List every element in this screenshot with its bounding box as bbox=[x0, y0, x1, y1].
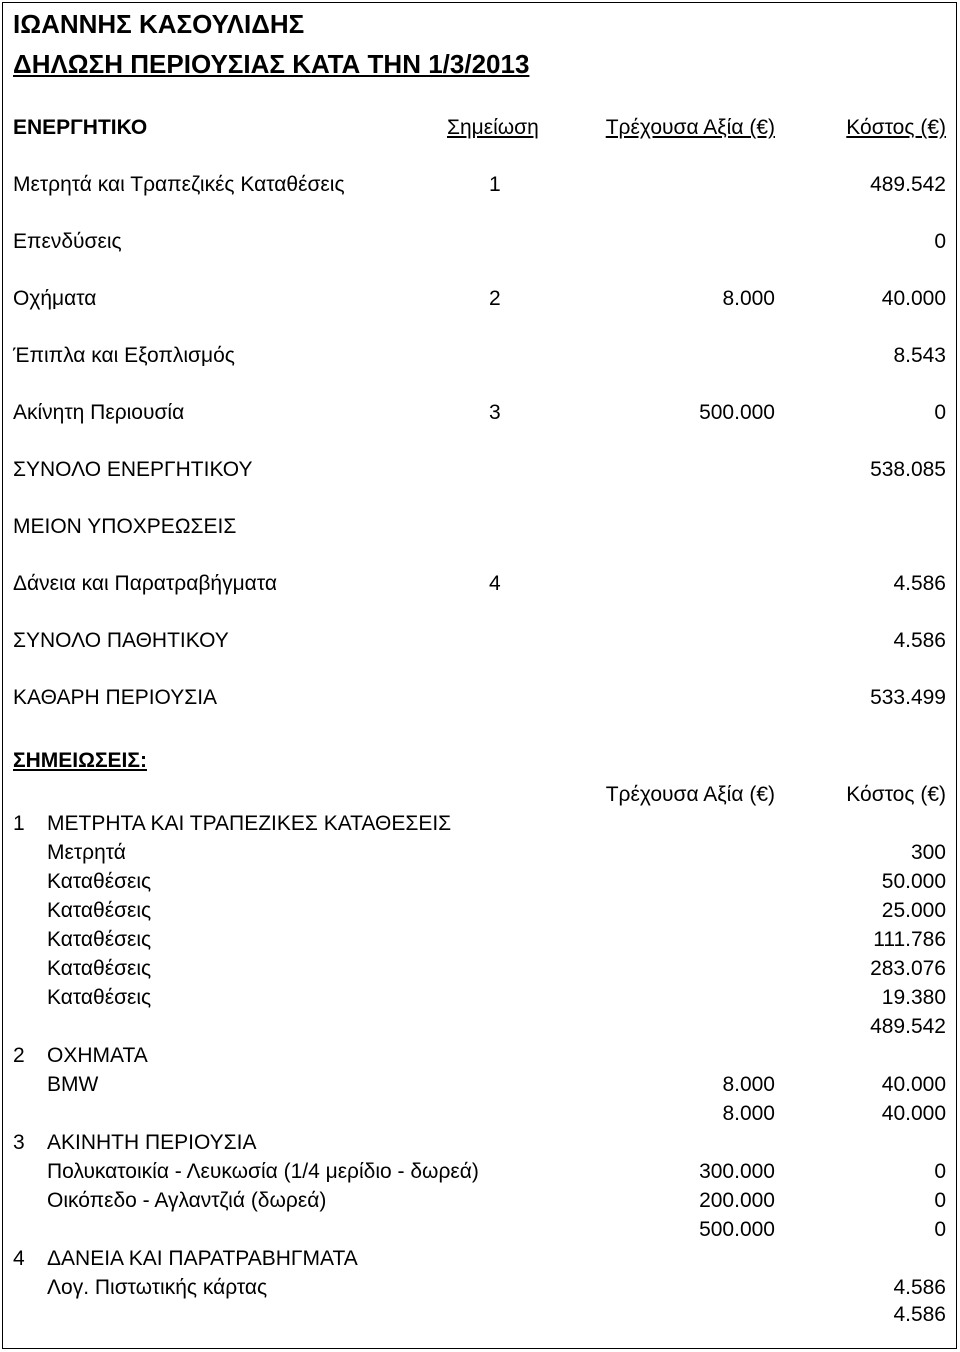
note-cost: 40.000 bbox=[881, 1102, 946, 1125]
note-label: Καταθέσεις bbox=[47, 870, 152, 893]
row-current-value: 8.000 bbox=[722, 287, 775, 310]
note-number: 3 bbox=[13, 1131, 25, 1154]
note-cost: 4.586 bbox=[893, 1303, 946, 1326]
current-value-column-header: Τρέχουσα Αξία (€) bbox=[605, 116, 775, 139]
note-label: BMW bbox=[47, 1073, 99, 1096]
assets-heading: ΕΝΕΡΓΗΤΙΚΟ bbox=[13, 116, 148, 139]
summary-header bbox=[3, 113, 958, 143]
note-cost: 4.586 bbox=[893, 1276, 946, 1299]
row-label: Επενδύσεις bbox=[13, 230, 122, 253]
note-section-row bbox=[3, 1128, 958, 1157]
note-label: Οικόπεδο - Αγλαντζιά (δωρεά) bbox=[47, 1189, 327, 1212]
cost-column-header: Κόστος (€) bbox=[846, 116, 946, 139]
note-label: Μετρητά bbox=[47, 841, 126, 864]
note-number: 4 bbox=[13, 1247, 25, 1270]
notes-cost-header: Κόστος (€) bbox=[846, 783, 946, 806]
summary-row bbox=[3, 341, 958, 371]
note-column-header: Σημείωση bbox=[447, 116, 539, 139]
note-section-row bbox=[3, 1041, 958, 1070]
note-cost: 40.000 bbox=[881, 1073, 946, 1096]
note-row bbox=[3, 954, 958, 983]
row-label: Μετρητά και Τραπεζικές Καταθέσεις bbox=[13, 173, 345, 196]
note-row bbox=[3, 838, 958, 867]
note-label: Λογ. Πιστωτικής κάρτας bbox=[47, 1276, 268, 1299]
row-note: 2 bbox=[489, 287, 501, 310]
row-label: ΚΑΘΑΡΗ ΠΕΡΙΟΥΣΙΑ bbox=[13, 686, 218, 709]
summary-row bbox=[3, 284, 958, 314]
row-label: Έπιπλα και Εξοπλισμός bbox=[13, 344, 235, 367]
note-label: ΟΧΗΜΑΤΑ bbox=[47, 1044, 148, 1067]
summary-row-net-worth bbox=[3, 683, 958, 713]
note-cost: 489.542 bbox=[870, 1015, 946, 1038]
note-cost: 300 bbox=[910, 841, 946, 864]
notes-current-value-header: Τρέχουσα Αξία (€) bbox=[605, 783, 775, 806]
notes-heading-row bbox=[3, 746, 958, 776]
note-current-value: 8.000 bbox=[722, 1102, 775, 1125]
row-label: ΣΥΝΟΛΟ ΠΑΘΗΤΙΚΟΥ bbox=[13, 629, 229, 652]
note-current-value: 200.000 bbox=[699, 1189, 775, 1212]
notes-column-header bbox=[3, 780, 958, 809]
note-label: Πολυκατοικία - Λευκωσία (1/4 μερίδιο - δωρεά) bbox=[47, 1160, 479, 1183]
note-row bbox=[3, 1070, 958, 1099]
note-row bbox=[3, 983, 958, 1012]
note-row bbox=[3, 1273, 958, 1302]
row-label: ΣΥΝΟΛΟ ΕΝΕΡΓΗΤΙΚΟΥ bbox=[13, 458, 253, 481]
note-cost: 19.380 bbox=[881, 986, 946, 1009]
summary-row-total-liabilities bbox=[3, 626, 958, 656]
note-row bbox=[3, 867, 958, 896]
note-label: ΑΚΙΝΗΤΗ ΠΕΡΙΟΥΣΙΑ bbox=[47, 1131, 257, 1154]
note-section-row bbox=[3, 809, 958, 838]
row-cost: 489.542 bbox=[870, 173, 946, 196]
note-cost: 0 bbox=[934, 1160, 946, 1183]
note-row bbox=[3, 1186, 958, 1215]
summary-row-total-assets bbox=[3, 455, 958, 485]
declaration-title: ΔΗΛΩΣΗ ΠΕΡΙΟΥΣΙΑΣ ΚΑΤΑ ΤΗΝ 1/3/2013 bbox=[13, 49, 530, 79]
row-cost: 538.085 bbox=[870, 458, 946, 481]
note-subtotal-row bbox=[3, 1099, 958, 1128]
note-label: Καταθέσεις bbox=[47, 986, 152, 1009]
row-note: 4 bbox=[489, 572, 501, 595]
note-cost: 283.076 bbox=[870, 957, 946, 980]
row-label: Ακίνητη Περιουσία bbox=[13, 401, 185, 424]
row-cost: 0 bbox=[934, 401, 946, 424]
row-cost: 8.543 bbox=[893, 344, 946, 367]
note-subtotal-row bbox=[3, 1012, 958, 1041]
row-note: 1 bbox=[489, 173, 501, 196]
note-subtotal-row bbox=[3, 1300, 958, 1329]
row-cost: 4.586 bbox=[893, 629, 946, 652]
note-cost: 25.000 bbox=[881, 899, 946, 922]
notes-heading: ΣΗΜΕΙΩΣΕΙΣ: bbox=[13, 749, 147, 772]
note-label: Καταθέσεις bbox=[47, 928, 152, 951]
row-label: Δάνεια και Παρατραβήγματα bbox=[13, 572, 277, 595]
owner-name: ΙΩΑΝΝΗΣ ΚΑΣΟΥΛΙΔΗΣ bbox=[13, 9, 305, 39]
row-current-value: 500.000 bbox=[699, 401, 775, 424]
row-label: ΜΕΙΟΝ ΥΠΟΧΡΕΩΣΕΙΣ bbox=[13, 515, 237, 538]
note-cost: 0 bbox=[934, 1218, 946, 1241]
summary-row bbox=[3, 170, 958, 200]
note-label: ΜΕΤΡΗΤΑ ΚΑΙ ΤΡΑΠΕΖΙΚΕΣ ΚΑΤΑΘΕΣΕΙΣ bbox=[47, 812, 452, 835]
note-subtotal-row bbox=[3, 1215, 958, 1244]
note-cost: 111.786 bbox=[873, 928, 946, 951]
note-row bbox=[3, 896, 958, 925]
note-label: Καταθέσεις bbox=[47, 957, 152, 980]
note-current-value: 8.000 bbox=[722, 1073, 775, 1096]
row-cost: 533.499 bbox=[870, 686, 946, 709]
note-current-value: 500.000 bbox=[699, 1218, 775, 1241]
summary-row bbox=[3, 227, 958, 257]
note-cost: 0 bbox=[934, 1189, 946, 1212]
row-cost: 4.586 bbox=[893, 572, 946, 595]
note-row bbox=[3, 1157, 958, 1186]
row-cost: 40.000 bbox=[881, 287, 946, 310]
note-cost: 50.000 bbox=[881, 870, 946, 893]
summary-row bbox=[3, 398, 958, 428]
row-note: 3 bbox=[489, 401, 501, 424]
note-number: 1 bbox=[13, 812, 25, 835]
summary-row-liabilities-heading bbox=[3, 512, 958, 542]
row-cost: 0 bbox=[934, 230, 946, 253]
declaration-page bbox=[2, 2, 957, 1349]
note-number: 2 bbox=[13, 1044, 25, 1067]
row-label: Οχήματα bbox=[13, 287, 97, 310]
note-current-value: 300.000 bbox=[699, 1160, 775, 1183]
note-label: ΔΑΝΕΙΑ ΚΑΙ ΠΑΡΑΤΡΑΒΗΓΜΑΤΑ bbox=[47, 1247, 358, 1270]
note-section-row bbox=[3, 1244, 958, 1273]
note-row bbox=[3, 925, 958, 954]
note-label: Καταθέσεις bbox=[47, 899, 152, 922]
summary-row bbox=[3, 569, 958, 599]
